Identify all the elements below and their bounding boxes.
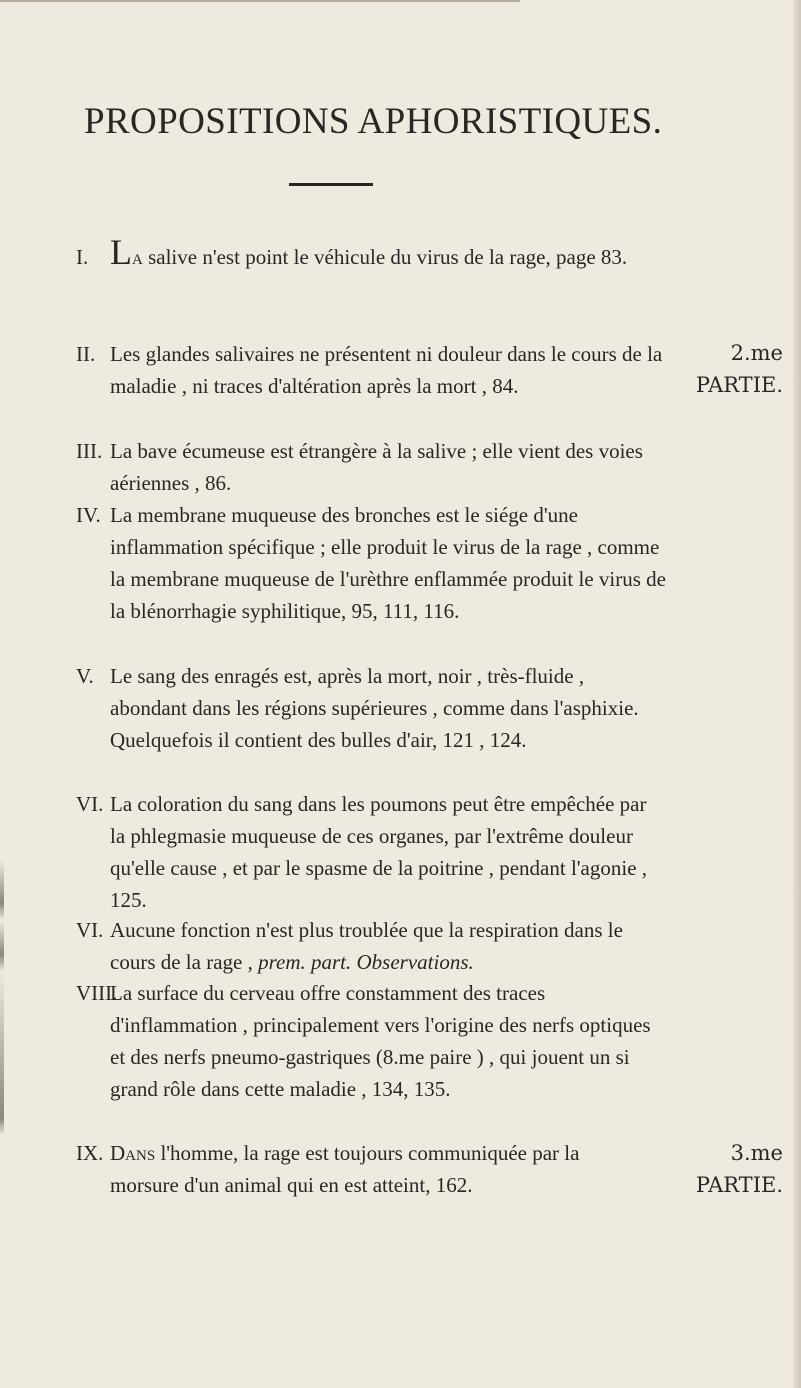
proposition-text: La surface du cerveau offre constamment des traces d'inflammation , principalement vers l'origine des nerfs optiques et des nerfs pneumo-gastriques (8.me paire ) , qui jouent un si grand rôle dans cette maladie , 134, 135. [110, 981, 651, 1101]
proposition-number: II. [76, 342, 96, 366]
margin-note-partie-2 [696, 337, 783, 401]
lead-word: Dans [110, 1141, 156, 1165]
proposition-text: La bave écumeuse est étrangère à la salive ; elle vient des voies aériennes , 86. [110, 439, 643, 495]
proposition-8 [76, 977, 666, 1105]
partie-number: 2.me [730, 341, 783, 365]
proposition-text: salive n'est point le véhicule du virus de la rage, page 83. [142, 245, 628, 269]
proposition-text: La coloration du sang dans les poumons peut être empêchée par la phlegmasie muqueuse de ces organes, par l'extrême douleur qu'elle cause , et par le spasme de la poitrine , pendant l'agonie , 125. [110, 792, 648, 912]
proposition-5 [76, 660, 666, 756]
proposition-number: IX. [76, 1141, 104, 1165]
proposition-9 [76, 1137, 636, 1201]
proposition-number: VIII. [76, 981, 118, 1005]
page-title: PROPOSITIONS APHORISTIQUES. [84, 101, 663, 142]
proposition-number: III. [76, 439, 103, 463]
proposition-2 [76, 338, 666, 402]
proposition-4 [76, 499, 666, 627]
proposition-text: Les glandes salivaires ne présentent ni douleur dans le cours de la maladie , ni traces d'altération après la mort , 84. [110, 342, 663, 398]
proposition-3 [76, 435, 666, 499]
proposition-number: VI. [76, 918, 104, 942]
proposition-text: La membrane muqueuse des bronches est le siége d'une inflammation spécifique ; elle produit le virus de la rage , comme la membrane muqueuse de l'urèthre enflammée produit le virus de la blénorrhagie syphilitique, 95, 111, 116. [110, 503, 666, 623]
proposition-6 [76, 788, 666, 916]
drop-cap: L [110, 232, 132, 272]
margin-note-partie-3 [696, 1137, 783, 1201]
proposition-1 [76, 232, 666, 273]
partie-label: PARTIE. [695, 373, 783, 397]
proposition-text: Le sang des enragés est, après la mort, noir , très-fluide , abondant dans les régions supérieures , comme dans l'asphixie. Quelquefois il contient des bulles d'air, 121 , 124. [110, 664, 639, 752]
proposition-7 [76, 914, 666, 978]
lead-letter: a [132, 245, 143, 269]
partie-number: 3.me [730, 1141, 783, 1165]
proposition-number: VI. [76, 792, 104, 816]
proposition-number: V. [76, 664, 94, 688]
proposition-text: Aucune fonction n'est plus troublée que la respiration dans le cours de la rage , [110, 918, 623, 974]
proposition-number: IV. [76, 503, 101, 527]
proposition-reference: prem. part. Observations. [258, 950, 474, 974]
partie-label: PARTIE. [695, 1173, 783, 1197]
proposition-number: I. [76, 245, 89, 269]
proposition-text: l'homme, la rage est toujours communiquée par la morsure d'un animal qui en est atteint, 162. [110, 1141, 580, 1197]
